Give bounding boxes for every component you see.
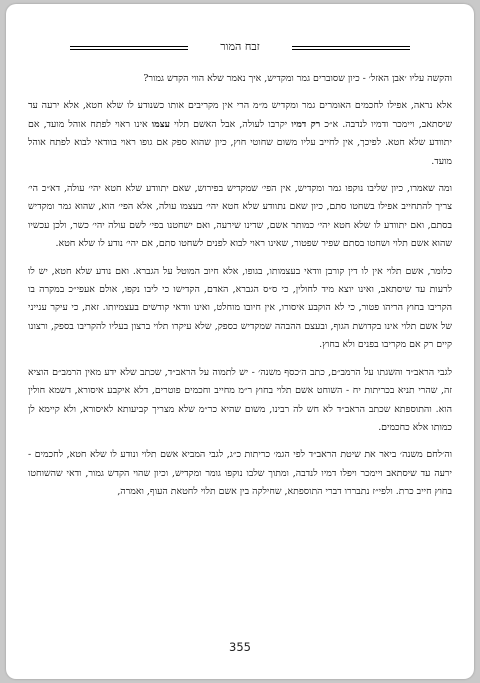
emphasis-only-value: רק דמיו: [291, 118, 321, 130]
book-title: זבח המור: [220, 40, 260, 53]
emphasis-itself: עצמו: [151, 118, 170, 130]
body-text: [28, 70, 452, 511]
paragraph-1: והקשה עליו ׳אבן האזל׳ - כיון שסוברים גמר ומקדיש, איך נאמר שלא הווי הקדש גמור?: [143, 73, 452, 84]
paragraph-2: אלא נראה, אפילו לחכמים האומרים גמר ומקדיש מ״מ הרי אין מקריבים אותו כשנודע לו שלא חטא, אלא ירעה עד שיסתאב, ויימכר ודמיו לנדבה. א״כ רק דמיו יקרבו לעולה, אבל האשם תלוי עצמו אינו ראוי לפתח אוהל מועד, אם יתוודע שלא חטא. לפיכך, אין לחייב עליו משום שחוטי חוץ, כיון שהוא ספק אם גופו ראוי בוודאי לבוא לפתח אוהל מועד.: [28, 100, 452, 167]
page-number: 355: [229, 640, 251, 654]
document-page: [6, 4, 474, 679]
paragraph-5: לגבי הראב״ד והשגתו על הרמב״ם, כתב ה׳כסף משנה׳ - יש לתמוה על הראב״ד, שכתב שלא ידע מאין הרמב״ם הוציא זה, שהרי תניא בכריתות יח - השוחט אשם תלוי בחוץ ר״מ מחייב וחכמים פוטרים, דלא איקבע איסורא, דשמא חולין הוא. והתוספתא שכתב הראב״ד לא חש לה רבינו, משום שהיא כר״מ שלא מצריך קביעותא לאיסורא, ולא קיימא לן כמותו אלא כחכמים.: [28, 366, 452, 433]
running-header: [70, 38, 410, 60]
paragraph-6: וה׳לחם משנה׳ ביאר את שיטת הראב״ד לפי הגמ׳ כריתות כ״ג, לגבי המביא אשם תלוי ונודע לו שלא חטא, לחכמים - ירעה עד שיסתאב ויימכר ויפלו דמיו לנדבה, ומתוך שלבו נוקפו גומר ומקדיש, וכיון שהוי הקדש גמור, ודאי שהשוחטו בחוץ חייב כרת. ולפי״ז נתבררו דברי התוספתא, שחילקה בין אשם תלוי לחטאת העוף, ואמרה,: [28, 449, 452, 498]
paragraph-3: ומה שאמרו, כיון שליבו נוקפו גמר ומקדיש, אין הפי׳ שמקדיש בפירוש, שאם יתוודע שלא חטא יהי׳ עולה, דא״כ הי׳ צריך להתחייב אפילו בשחטו סתם, כיון שאם נתוודע שלא חטא יהי׳ בעצמו עולה, אלא הפי׳ הוא, שהוא גמר ומקדיש בסתם, ואם יתוודע לו שלא חטא יהי׳ כמותר אשם, שדינו שירעה, ואם ישחטנו בפי׳ לשם עולה יהי׳ כשר, ולכן עכשיו שהוא אשם תלוי ושחטו בסתם שפיר שפטור, שאינו ראוי לבוא לפנים לשחטו סתם, אם יהי׳ נודע לו שלא חטא.: [28, 183, 452, 250]
header-rule-left: [70, 46, 188, 50]
paragraph-4: כלומר, אשם תלוי אין לו דין קורבן וודאי בעצמותו, בגופו, אלא חיוב המוטל על הגברא. ואם נודע שלא חטא, יש לו לרעות עד שיסתאב, ואינו יוצא מיד לחולין, כי ס״ס הגברא, האדם, הקדישו כי ליבו נקפו, אולם אעפי״כ במקרה בו הקריבו בחוץ הריהו פטור, כי לא הוקבע איסורו, אין חיובו מוחלט, ואינו וודאי קודשים בעצמיותו. זאת, כי עיקר ענייני של אשם תלוי אינו בקדושת הגוף, ובעצם ההבהה שמקדיש כספק, שלא עיקרו תלוי ברצון בעליו להקריבו בספק, ורצונו קיים רק אם מקריבו בפנים ולא בחוץ.: [28, 265, 452, 351]
